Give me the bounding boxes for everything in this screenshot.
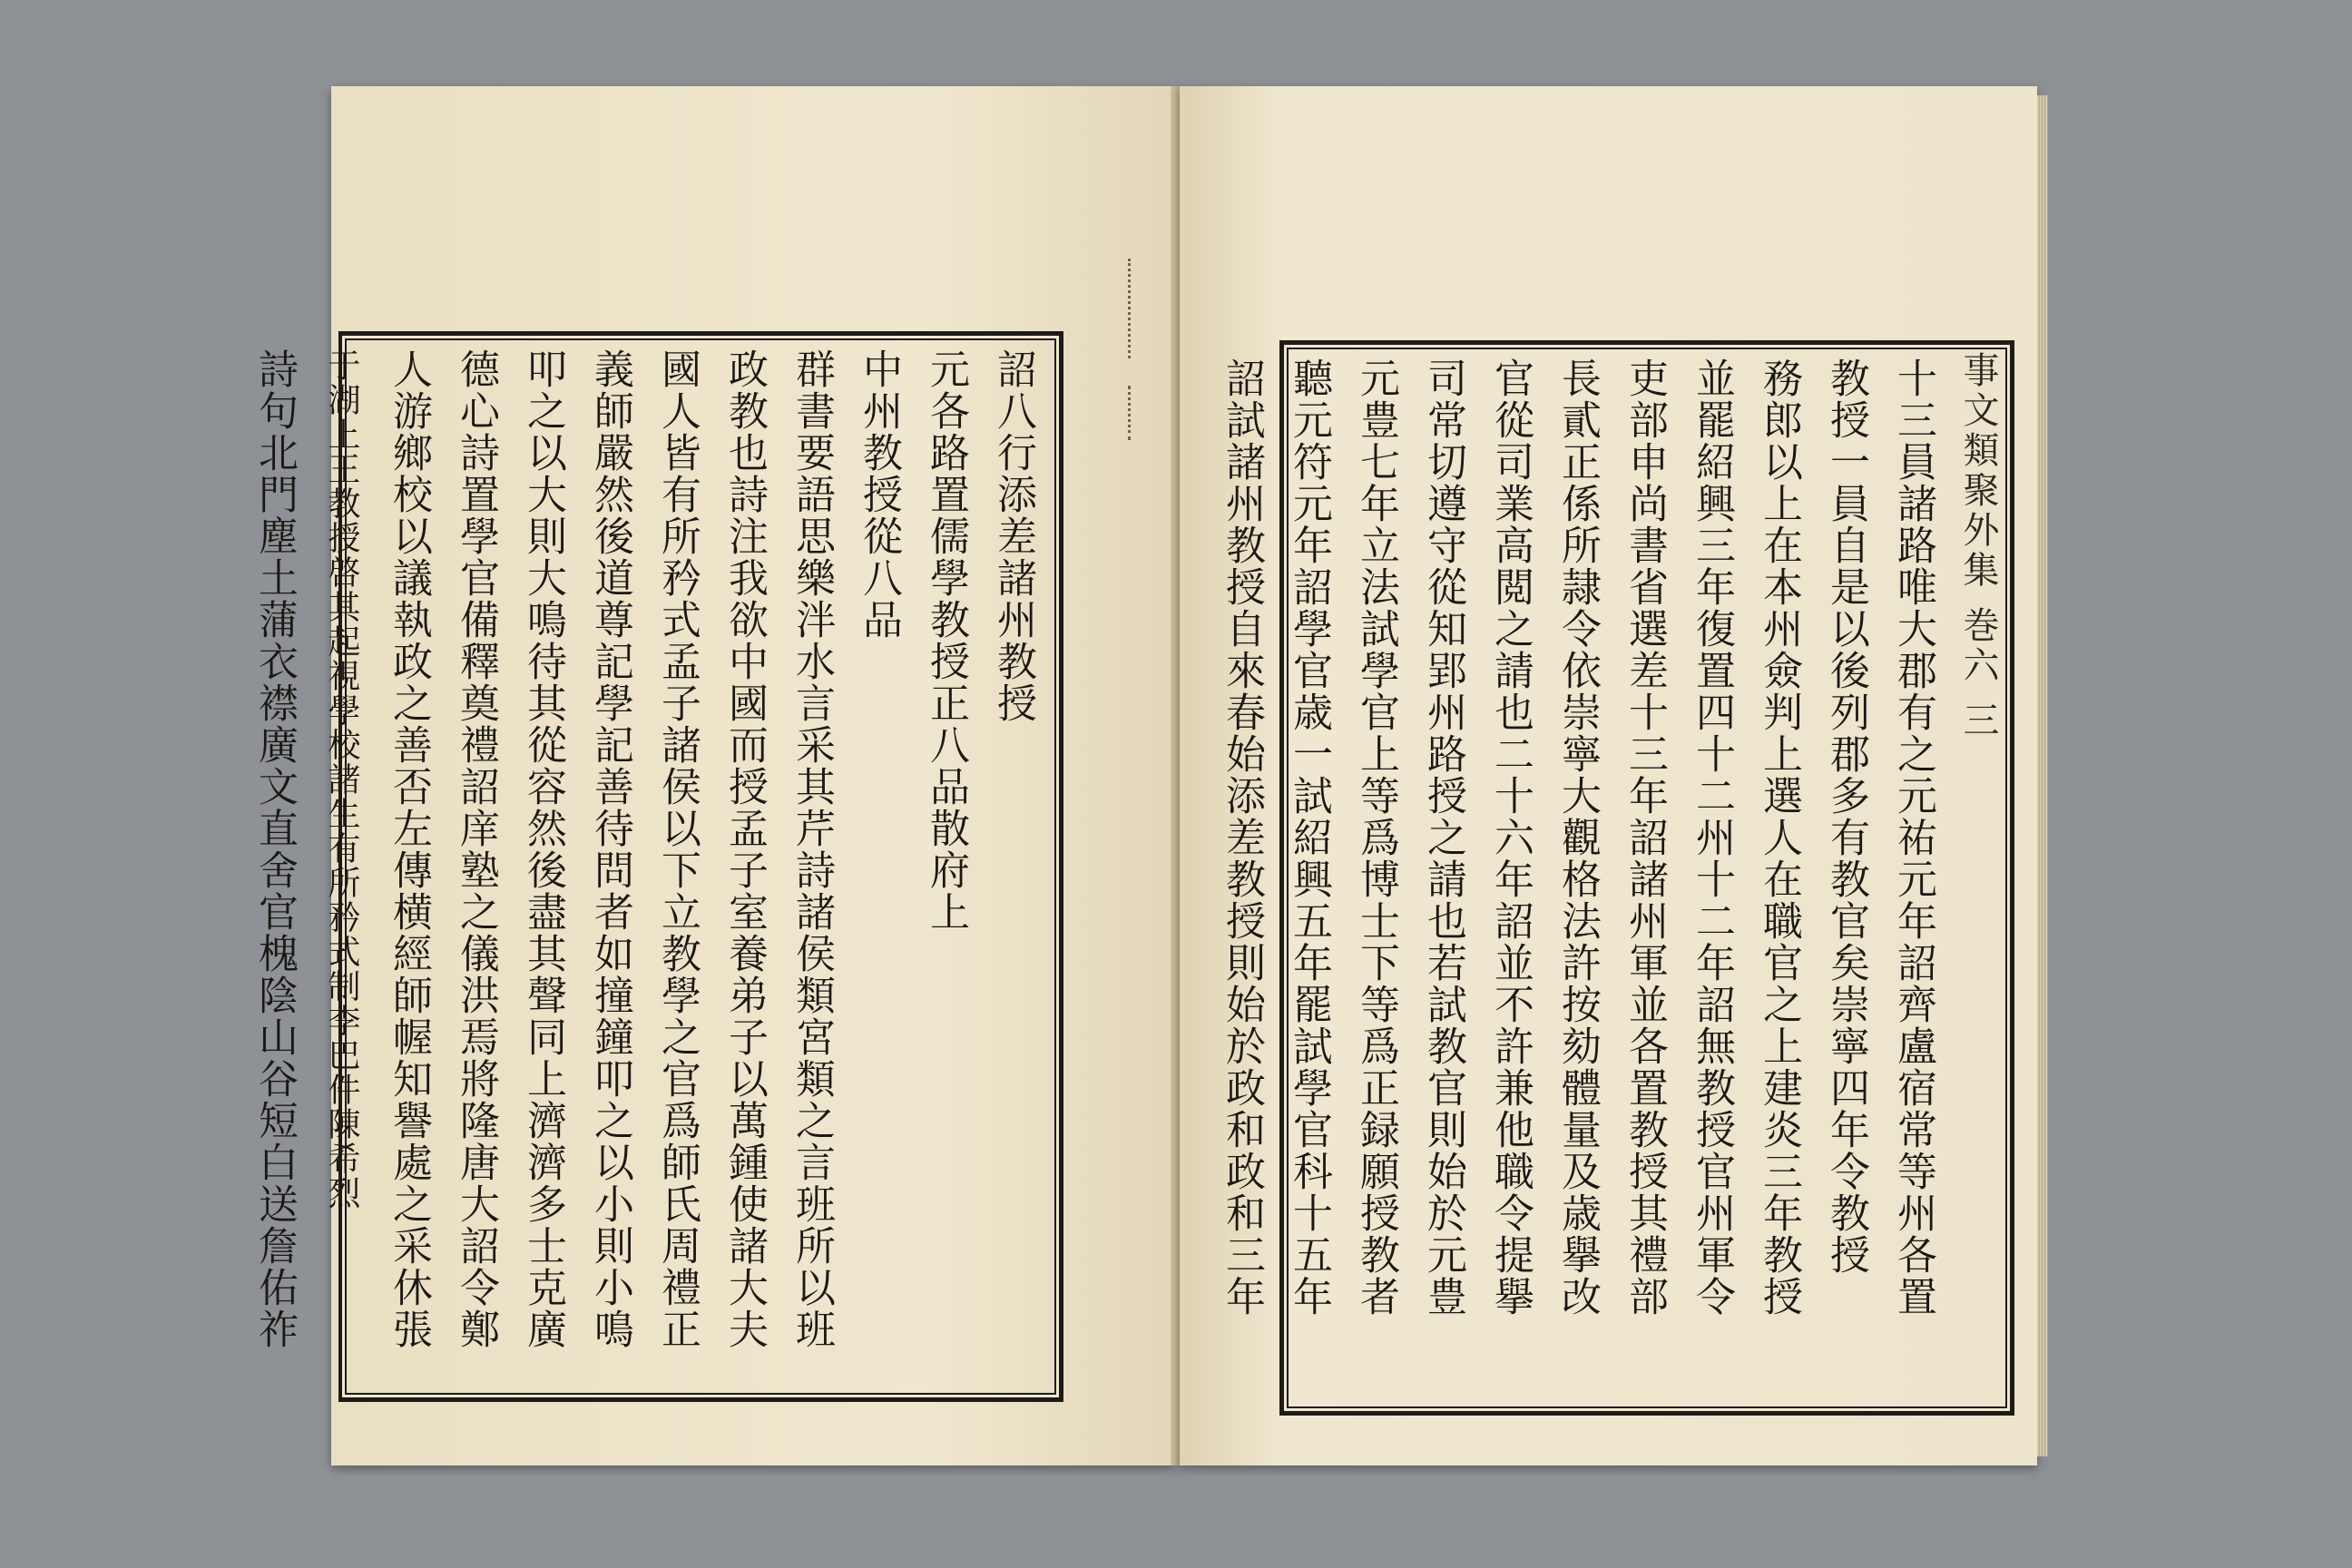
right-margin-title: [1957, 351, 2004, 741]
binding-stitch: [1128, 386, 1143, 440]
left-text-block: [251, 348, 1046, 1385]
text-column: 官從司業高閲之請也二十六年詔並不許兼他職令提擧: [1487, 358, 1534, 1318]
header-volume: 巻六 三: [1957, 605, 1999, 741]
text-column: 德心詩置學官備釋奠禮詔庠塾之儀洪焉將隆唐大詔令鄭: [453, 348, 499, 1350]
text-column: 並罷紹興三年復置四十二州十二年詔無教授官州軍令: [1689, 358, 1735, 1318]
text-column: 詩句北門塵土蒲衣襟廣文直舍官槐陰山谷短白送詹佑祚: [251, 348, 298, 1350]
page-edges: [2037, 95, 2048, 1456]
left-text-frame: [251, 331, 1063, 1402]
left-page: [251, 86, 1175, 1465]
header-title: 事文類聚外集: [1957, 351, 1999, 591]
text-column: 政教也詩注我欲中國而授孟子室養弟子以萬鍾使諸大夫: [721, 348, 768, 1350]
text-column: 詔八行添差諸州教授: [990, 348, 1036, 724]
text-column: 元豊七年立法試學官上等爲博士下等爲正録願授教者: [1353, 358, 1399, 1318]
text-column: 中州教授從八品: [856, 348, 902, 641]
text-column: 于湖上王教授啓其起視學校諸生有所矜式制李巴件陳希烈: [323, 348, 360, 1210]
text-column: 吏部申尚書省選差十三年詔諸州軍並各置教授其禮部: [1622, 358, 1668, 1318]
right-text-frame: [1219, 340, 2014, 1416]
text-column: 叩之以大則大鳴待其從容然後盡其聲同上濟濟多士克廣: [520, 348, 566, 1350]
text-column: 詔試諸州教授自來春始添差教授則始於政和政和三年: [1219, 358, 1265, 1318]
text-column: 司常切遵守從知郢州路授之請也若試教官則始於元豊: [1420, 358, 1466, 1318]
right-text-block: [1219, 358, 1946, 1398]
text-column: 國人皆有所矜式孟子諸侯以下立教學之官爲師氏周禮正: [654, 348, 701, 1350]
text-column: 義師嚴然後道尊記學記善待問者如撞鐘叩之以小則小鳴: [587, 348, 633, 1350]
text-column: 務郎以上在本州僉判上選人在職官之上建炎三年教授: [1756, 358, 1802, 1318]
open-book: [251, 86, 2037, 1502]
text-column: 元各路置儒學教授正八品散府上: [923, 348, 969, 933]
binding-stitch: [1128, 259, 1143, 358]
text-column: 十三員諸路唯大郡有之元祐元年詔齊盧宿常等州各置: [1890, 358, 1936, 1318]
text-column: 長貳正係所隷令依崇寧大觀格法許按劾體量及歳擧改: [1554, 358, 1601, 1318]
text-column: 聽元符元年詔學官歳一試紹興五年罷試學官科十五年: [1286, 358, 1332, 1318]
text-column: 人游鄉校以議執政之善否左傳横經師幄知譽處之采休張: [386, 348, 432, 1350]
text-column: 群書要語思樂泮水言采其芹詩諸侯類宮類之言班所以班: [789, 348, 835, 1350]
text-column: 教授一員自是以後列郡多有教官矣崇寧四年令教授: [1823, 358, 1869, 1276]
